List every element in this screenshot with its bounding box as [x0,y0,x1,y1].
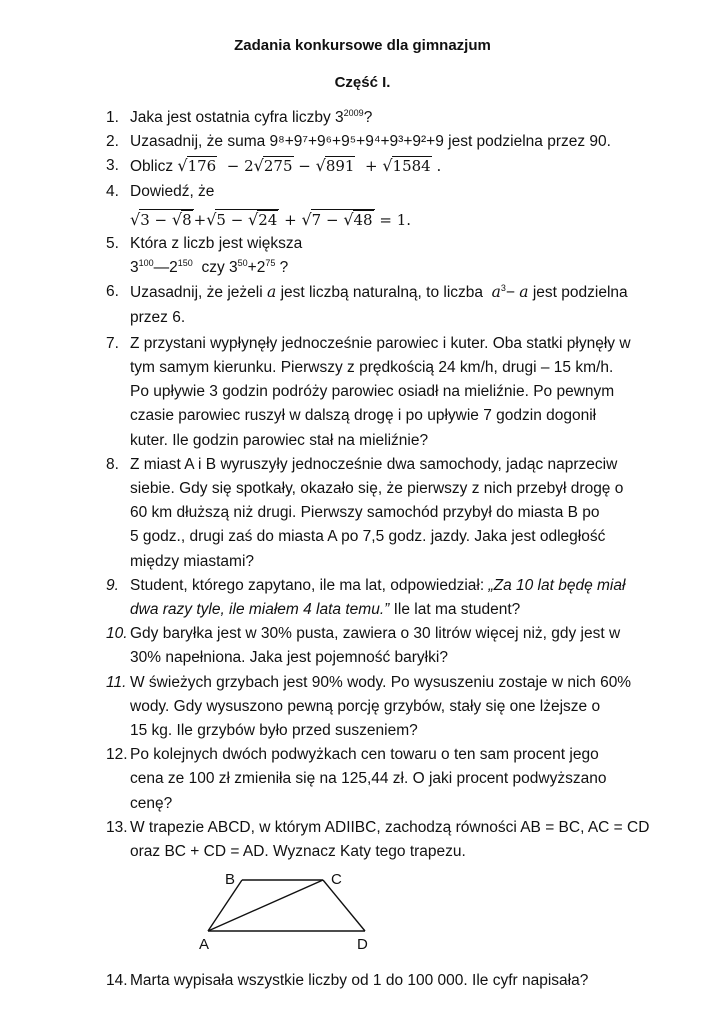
problem-2-text: Uzasadnij, że suma 9⁸+9⁷+9⁶+9⁵+9⁴+9³+9²+9 jest podzielna przez 90. [130,133,611,151]
problem-10: 10. Gdy baryłka jest w 30% pusta, zawiera o 30 litrów więcej niż, gdy jest w 30% napełniona. Jaka jest pojemność baryłki? [106,625,621,667]
problem-7: 7. Z przystani wypłynęły jednocześnie parowiec i kuter. Oba statki płynęły w tym samym kierunku. Pierwszy z prędkością 24 km/h, drugi – 15 km/h. Po upływie 3 godzin podróży parowiec osiadł na mieliźnie. Po pewnym czasie parowiec ruszył w dalszą drogę i po upływie 7 godzin dogonił kuter. Ile godzin parowiec stał na mieliźnie? [106,334,631,449]
problem-4: 4. Dowiedź, że √3 − √8 +√5 − √24 + √7 − √48 = 1. [106,180,651,232]
problem-5: 5. Która z liczb jest większa $3^{100}—2^{150}$ czy $3^{50}+2^{75}$ ? [106,235,303,277]
vertex-label-a: A [199,936,210,953]
problem-8: 8. Z miast A i B wyruszyły jednocześnie dwa samochody, jadąc naprzeciw siebie. Gdy się spotkały, okazało się, że pierwszy z nich przebył drogę o 60 km dłuższą niż drugi. Pierwszy samochód przybył do miasta B po 5 godz., drugi zaś do miasta A po 7,5 godz. jazdy. Jaka jest odległość między miastami? [106,455,624,570]
problem-3-expression: √176 − 2√275 − √891 + √1584 . [177,156,442,176]
vertex-label-c: C [331,871,342,888]
problem-13: 13. W trapezie ABCD, w którym ADIIBC, zachodzą równości AB = BC, AC = CD oraz BC + CD = AD. Wyznacz Katy tego trapezu. [106,818,650,861]
side-cd [323,880,365,931]
problem-11: 11. W świeżych grzybach jest 90% wody. Po wysuszeniu zostaje w nich 60% wody. Gdy wysuszono pewną porcję grzybów, stały się one lżejsze o 15 kg. Ile grzybów było przed suszeniem? [106,673,632,740]
problem-6: 6. Uzasadnij, że jeżeli a jest liczbą naturalną, to liczba $a^3- a$ jest podzielna przez 6. [106,283,628,326]
problem-list [106,106,651,864]
problem-4-expression: √3 − √8 +√5 − √24 + √7 − √48 = 1. [130,209,412,229]
problem-1: 1. Jaka jest ostatnia cyfra liczby $3^{2009}$? [106,108,373,126]
trapezoid-figure [190,866,390,956]
problem-3: 3. Oblicz √176 − 2√275 − √891 + √1584 . [106,156,442,176]
section-title: Część I. [334,74,391,91]
problem-14: 14. Marta wypisała wszystkie liczby od 1 do 100 000. Ile cyfr napisała? [106,972,589,989]
vertex-label-d: D [357,936,368,953]
problem-2: 2. Uzasadnij, że suma 9⁸+9⁷+9⁶+9⁵+9⁴+9³+9²+9 jest podzielna przez 90. [106,133,611,151]
page-title: Zadania konkursowe dla gimnazjum [234,37,491,54]
problem-12: 12. Po kolejnych dwóch podwyżkach cen towaru o ten sam procent jego cena ze 100 zł zmieniła się na 125,44 zł. O jaki procent podwyższano cenę? [106,746,607,812]
problem-9: 9. Student, którego zapytano, ile ma lat, odpowiedział: „Za 10 lat będę miał dwa razy tyle, ile miałem 4 lata temu.” Ile lat ma student? [106,576,626,619]
vertex-label-b: B [225,871,236,888]
